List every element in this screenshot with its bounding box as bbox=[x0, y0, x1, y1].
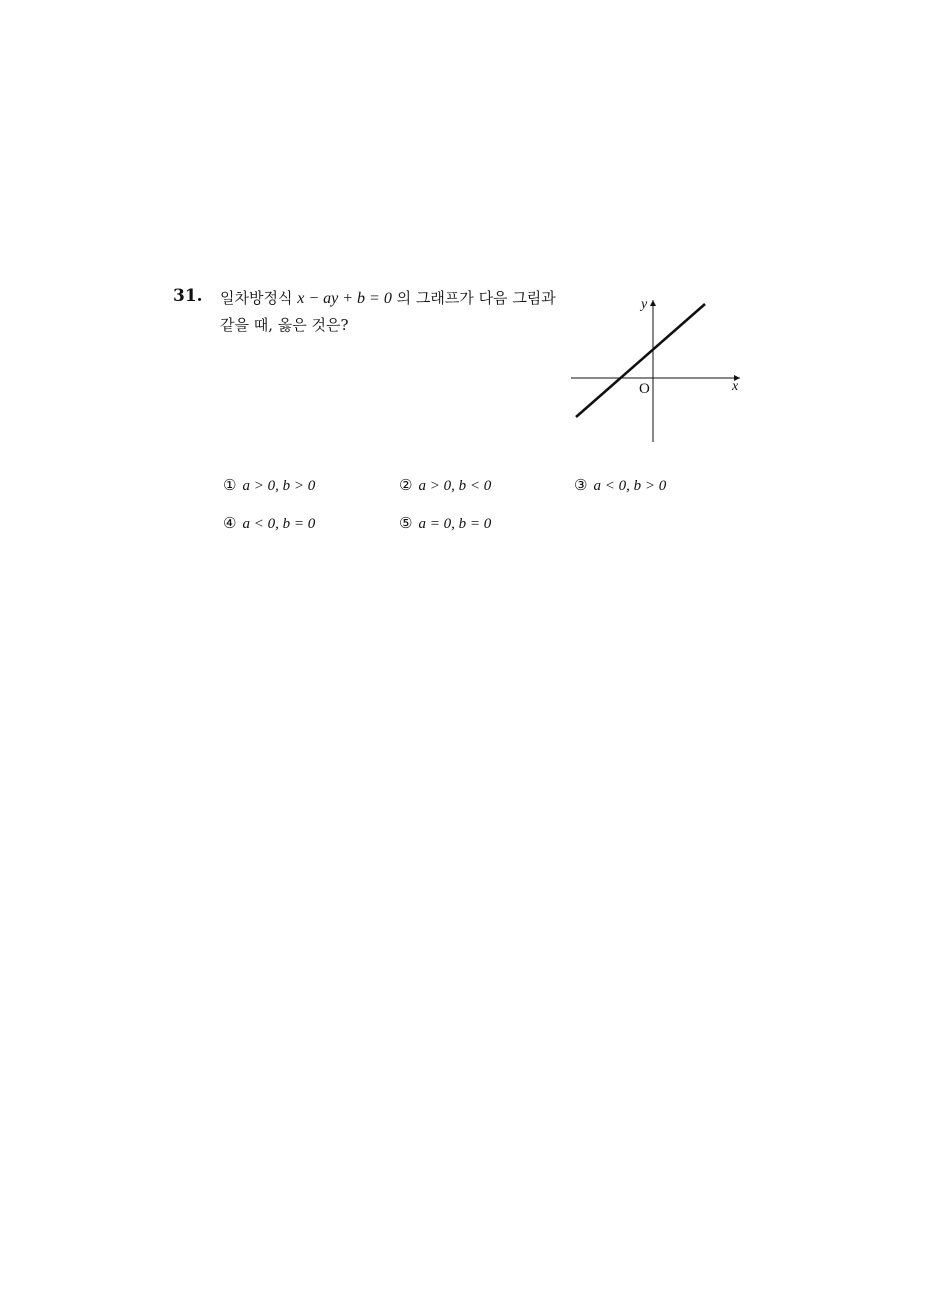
choice-5-number: ⑤ bbox=[399, 514, 413, 532]
choice-3[interactable] bbox=[574, 476, 666, 495]
choice-2-number: ② bbox=[399, 476, 413, 494]
question-line-2: 같을 때, 옳은 것은? bbox=[220, 316, 349, 334]
choice-1-number: ① bbox=[223, 476, 237, 494]
choice-3-text: a < 0, b > 0 bbox=[593, 478, 667, 494]
choice-4-text: a < 0, b = 0 bbox=[242, 516, 316, 532]
choice-1-text: a > 0, b > 0 bbox=[242, 478, 316, 494]
origin-label: O bbox=[639, 381, 650, 397]
graph-line bbox=[576, 304, 705, 417]
line-graph bbox=[565, 292, 745, 447]
problem-number: 31. bbox=[173, 286, 203, 306]
choice-3-number: ③ bbox=[574, 476, 588, 494]
question-text bbox=[220, 285, 565, 339]
question-rest: 의 그래프가 다음 그림과 bbox=[391, 289, 556, 307]
x-axis-label: x bbox=[732, 379, 739, 394]
choice-5-text: a = 0, b = 0 bbox=[418, 516, 492, 532]
choice-2-text: a > 0, b < 0 bbox=[418, 478, 492, 494]
question-intro: 일차방정식 bbox=[220, 289, 298, 307]
choice-4[interactable] bbox=[223, 514, 315, 533]
y-axis-label: y bbox=[641, 297, 648, 312]
choice-2[interactable] bbox=[399, 476, 491, 495]
question-line-1 bbox=[220, 285, 565, 312]
choice-1[interactable] bbox=[223, 476, 315, 495]
choice-4-number: ④ bbox=[223, 514, 237, 532]
choice-5[interactable] bbox=[399, 514, 491, 533]
equation: x − ay + b = 0 bbox=[297, 290, 392, 307]
